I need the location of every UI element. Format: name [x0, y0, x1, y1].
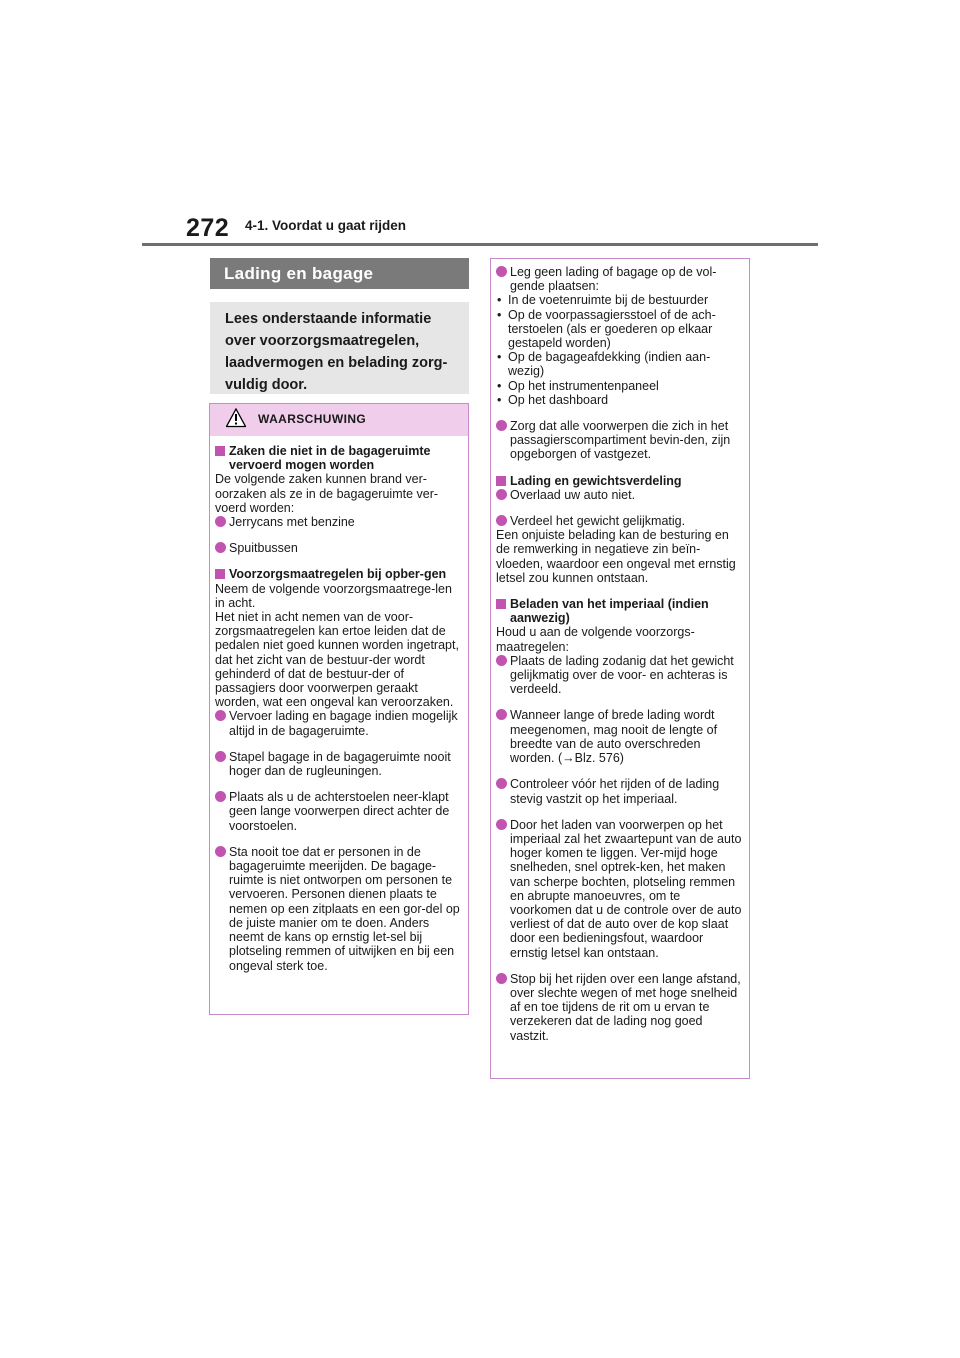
- header-divider: [142, 243, 818, 246]
- list-item: Wanneer lange of brede lading wordt meegenomen, mag nooit de lengte of breedte van de auto overschreden worden. (→Blz. 576): [496, 708, 743, 765]
- square-bullet-icon: [215, 569, 225, 579]
- square-bullet-icon: [496, 599, 506, 609]
- warning-heading: Voorzorgsmaatregelen bij opber-gen: [215, 567, 462, 581]
- warning-heading: Beladen van het imperiaal (indien aanwezig): [496, 597, 743, 625]
- list-item: Plaats de lading zodanig dat het gewicht gelijkmatig over de voor- en achteras is verdeeld.: [496, 654, 743, 697]
- round-bullet-icon: [496, 709, 507, 720]
- sub-list-item: • In de voetenruimte bij de bestuurder: [497, 293, 709, 308]
- round-bullet-icon: [496, 420, 507, 431]
- list-item: Leg geen lading of bagage op de vol-gende plaatsen:: [496, 265, 743, 293]
- list-item: Plaats als u de achterstoelen neer-klapt geen lange voorwerpen direct achter de voorstoelen.: [215, 790, 462, 833]
- list-item: Door het laden van voorwerpen op het imperiaal zal het zwaartepunt van de auto hoger komen te liggen. Ver-mijd hoge snelheden, snel optrek-ken, het maken van scherpe bochten, plotseling remmen en abrupte manoeuvres, om te voorkomen dat u de controle over de auto verliest of dat de auto over de kop slaat door een bedieningsfout, waardoor ernstig letsel kan ontstaan.: [496, 818, 743, 960]
- intro-box: [210, 302, 469, 394]
- list-item: Sta nooit toe dat er personen in de bagageruimte meerijden. De bagage-ruimte is niet ontworpen om personen te vervoeren. Personen dienen plaats te nemen op een zitplaats en een gor-del op de juiste manier om te doen. Anders neemt de kans op ernstig let-sel bij plotseling remmen of uitwijken en bij een ongeval sterk toe.: [215, 845, 462, 973]
- intro-line: vuldig door.: [225, 377, 308, 393]
- list-item: Stop bij het rijden over een lange afstand, over slechte wegen of met hoge snelheid af en toe tijdens de rit om u ervan te verzekeren dat de lading nog goed vastzit.: [496, 972, 743, 1043]
- intro-line: over voorzorgsmaatregelen,: [225, 333, 420, 349]
- list-item: Stapel bagage in de bagageruimte nooit hoger dan de rugleuningen.: [215, 750, 462, 778]
- section-title: 4-1. Voordat u gaat rijden: [245, 218, 407, 233]
- round-bullet-icon: [215, 791, 226, 802]
- warning-heading: Lading en gewichtsverdeling: [496, 474, 743, 488]
- round-bullet-icon: [496, 819, 507, 830]
- round-bullet-icon: [215, 516, 226, 527]
- warning-triangle-icon: [226, 408, 246, 428]
- warning-box: [209, 403, 469, 1015]
- warning-text: Een onjuiste belading kan de besturing en de remwerking in negatieve zin beïn-vloeden, waardoor een ongeval met ernstig letsel zou kunnen ontstaan.: [496, 528, 736, 585]
- list-item: Zorg dat alle voorwerpen die zich in het passagierscompartiment bevin-den, zijn opgeborgen of vastgezet.: [496, 419, 743, 462]
- intro-line: Lees onderstaande informatie: [225, 311, 432, 327]
- warning-header: [210, 404, 468, 436]
- sub-list-item: • Op het dashboard: [497, 392, 609, 407]
- list-item: Verdeel het gewicht gelijkmatig.: [496, 514, 743, 528]
- round-bullet-icon: [215, 710, 226, 721]
- intro-line: laadvermogen en belading zorg-: [225, 355, 448, 371]
- list-item: Jerrycans met benzine: [215, 515, 462, 529]
- list-item: Spuitbussen: [215, 541, 462, 555]
- warning-text: Het niet in acht nemen van de voor-zorgsmaatregelen kan ertoe leiden dat de pedalen niet goed kunnen worden ingetrapt, dat het zicht van de bestuur-der wordt gehinderd of dat de bestuur-der of passagiers door voorwerpen geraakt worden, wat een ongeval kan veroorzaken.: [215, 610, 459, 710]
- warning-text: De volgende zaken kunnen brand ver-oorzaken als ze in de bagageruimte ver-voerd worden:: [215, 472, 439, 515]
- sub-list-item: • Op de voorpassagiersstoel of de ach-terstoelen (als er goederen op elkaar gestapeld worden): [497, 307, 716, 351]
- round-bullet-icon: [215, 751, 226, 762]
- list-item: Controleer vóór het rijden of de lading stevig vastzit op het imperiaal.: [496, 777, 743, 805]
- list-item: Overlaad uw auto niet.: [496, 488, 743, 502]
- round-bullet-icon: [496, 973, 507, 984]
- sub-list-item: • Op het instrumentenpaneel: [497, 378, 659, 393]
- square-bullet-icon: [215, 446, 225, 456]
- round-bullet-icon: [496, 266, 507, 277]
- square-bullet-icon: [496, 476, 506, 486]
- round-bullet-icon: [496, 778, 507, 789]
- page-title: Lading en bagage: [210, 258, 469, 289]
- round-bullet-icon: [496, 515, 507, 526]
- warning-continued-box: [490, 258, 750, 1079]
- sub-list-item: • Op de bagageafdekking (indien aan-wezig): [497, 350, 711, 379]
- warning-title: WAARSCHUWING: [258, 412, 367, 426]
- page-number: 272: [186, 214, 230, 242]
- round-bullet-icon: [496, 489, 507, 500]
- warning-text: Neem de volgende voorzorgsmaatrege-len in acht.: [215, 581, 452, 610]
- warning-text: Houd u aan de volgende voorzorgs-maatregelen:: [496, 625, 695, 654]
- warning-heading: Zaken die niet in de bagageruimte vervoerd mogen worden: [215, 444, 462, 472]
- round-bullet-icon: [215, 846, 226, 857]
- round-bullet-icon: [215, 542, 226, 553]
- list-item: Vervoer lading en bagage indien mogelijk altijd in de bagageruimte.: [215, 709, 462, 737]
- round-bullet-icon: [496, 655, 507, 666]
